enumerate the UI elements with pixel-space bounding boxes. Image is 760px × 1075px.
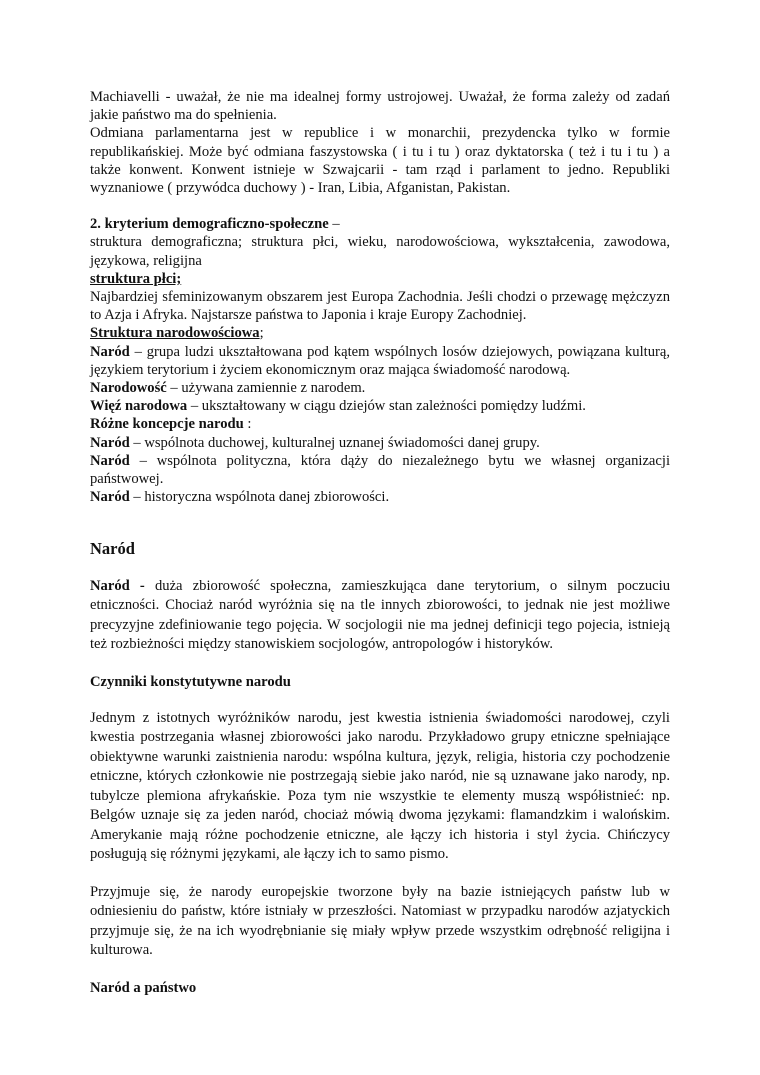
definition-item: Więź narodowa – ukształtowany w ciągu dziejów stan zależności pomiędzy ludźmi. (90, 398, 586, 415)
parliamentary-paragraph: Odmiana parlamentarna jest w republice i w monarchii, prezydencka tylko w formie republikańskiej. Może być odmiana faszystowska ( i tu i tu ) oraz dyktatorska ( też i tu i tu ) a także konwent. Konwent istnieje w Szwajcarii - tam rząd i parlament to jedno. Republiki wyznaniowe ( przywódca duchowy ) - Iran, Libia, Afganistan, Pakistan. (90, 125, 670, 197)
definition-item: Naród – grupa ludzi ukształtowana pod kątem wspólnych losów dziejowych, powiązana kulturą, językiem terytorium i życiem ekonomicznym oraz mająca świadomość narodową. (90, 343, 670, 378)
factors-heading: Czynniki konstytutywne narodu (90, 673, 291, 690)
concepts-heading-line: Różne koncepcje narodu : (90, 416, 252, 433)
criterion-heading: 2. kryterium demograficzno-społeczne (90, 216, 329, 233)
nationality-heading: Struktura narodowościowa (90, 325, 260, 342)
narod-section-title: Naród (90, 539, 135, 559)
definition-item: Narodowość – używana zamiennie z narodem. (90, 380, 366, 397)
factors-paragraph: Jednym z istotnych wyróżników narodu, jest kwestia istnienia świadomości narodowej, czyli kwestia postrzegania własnej zbiorowości jako narodu. Przykładowo grupy etniczne spełniające obiektywne warunki zaistnienia narodu: wspólna kultura, język, religia, historia czy pochodzenie etniczne, których członkowie nie postrzegają siebie jako naród, nie są uznawane jako narody, np. tubylcze plemiona afrykańskie. Poza tym nie wszystkie te elementy muszą współistnieć: np. Belgów uznaje się za jeden naród, chociaż mówią dwoma językami: flamandzkim i walońskim. Amerykanie mają różne pochodzenie etniczne, ale łączy ich historia i styl życia. Chińczycy posługują się różnymi językami, ale łączy ich to samo pismo. (90, 709, 670, 863)
machiavelli-paragraph: Machiavelli - uważał, że nie ma idealnej formy ustrojowej. Uważał, że forma zależy od zadań jakie państwo ma do spełnienia. (90, 89, 670, 124)
nation-state-heading: Naród a państwo (90, 979, 197, 996)
criterion-heading-line: 2. kryterium demograficzno-społeczne – (90, 216, 340, 233)
concept-item: Naród – wspólnota duchowej, kulturalnej uznanej świadomości danej grupy. (90, 434, 540, 451)
nationality-heading-line: Struktura narodowościowa; (90, 325, 264, 342)
concept-item: Naród – historyczna wspólnota danej zbiorowości. (90, 489, 390, 506)
concepts-heading: Różne koncepcje narodu (90, 416, 244, 433)
concept-item: Naród – wspólnota polityczna, która dąży do niezależnego bytu we własnej organizacji państwowej. (90, 452, 670, 488)
europe-paragraph: Przyjmuje się, że narody europejskie tworzone były na bazie istniejących państw lub w odniesieniu do państw, które istniały w przeszłości. Natomiast w przypadku narodów azjatyckich przyjmuje się, że na ich wyodrębnianie się miały wpływ przede wszystkim odrębność religijna i kulturowa. (90, 883, 670, 959)
sex-structure-text: Najbardziej sfeminizowanym obszarem jest Europa Zachodnia. Jeśli chodzi o przewagę mężczyzn to Azja i Afryka. Najstarsze państwa to Japonia i kraje Europy Zachodniej. (90, 289, 670, 324)
criterion-description: struktura demograficzna; struktura płci, wieku, narodowościowa, wykształcenia, zawodowa, językowa, religijna (90, 234, 670, 269)
narod-definition: Naród - duża zbiorowość społeczna, zamieszkująca dane terytorium, o silnym poczuciu etniczności. Chociaż naród wyróżnia się na tle innych zbiorowości, to jednak nie jest możliwe precyzyjne zdefiniowanie tego pojęcia. W socjologii nie ma jednej definicji tego pojecia, istnieją też rozbieżności między stanowiskiem socjologów, antropologów i historyków. (90, 577, 670, 653)
sex-structure-heading: struktura płci; (90, 270, 182, 287)
document-page (90, 88, 670, 997)
